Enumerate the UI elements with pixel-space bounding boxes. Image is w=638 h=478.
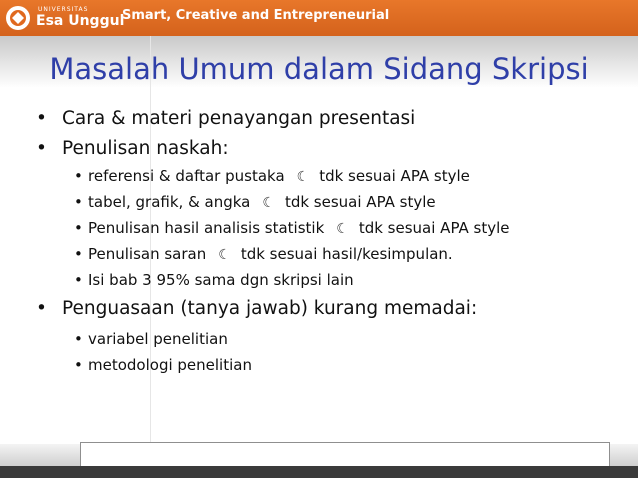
moon-separator-icon: ☾ xyxy=(336,221,349,237)
bullet-suffix-text: tdk sesuai APA style xyxy=(284,193,436,211)
bullet-text: tabel, grafik, & angka xyxy=(88,193,251,211)
bullet-suffix-text: tdk sesuai APA style xyxy=(358,219,510,237)
bullet-icon: • xyxy=(36,108,47,129)
logo-emblem-icon xyxy=(4,4,32,32)
footer-bar xyxy=(0,466,638,478)
bullet-icon: • xyxy=(74,167,83,185)
moon-separator-icon: ☾ xyxy=(262,195,275,211)
bullet-text: Cara & materi penayangan presentasi xyxy=(62,108,416,129)
bullet-text: Penulisan saran xyxy=(88,245,207,263)
bullet-icon: • xyxy=(74,330,83,348)
sub-bullet-item xyxy=(74,167,470,185)
slide-title: Masalah Umum dalam Sidang Skripsi xyxy=(49,52,589,86)
footer-left-block xyxy=(0,444,80,466)
bullet-item xyxy=(36,108,415,129)
sub-bullet-item xyxy=(74,193,436,211)
bullet-icon: • xyxy=(74,271,83,289)
bullet-icon: • xyxy=(36,298,47,319)
logo-name: Esa Unggul xyxy=(36,13,125,29)
bullet-text: referensi & daftar pustaka xyxy=(88,167,285,185)
sub-bullet-item xyxy=(74,330,228,348)
sub-bullet-item xyxy=(74,245,453,263)
sub-bullet-item xyxy=(74,271,354,289)
footer-frame xyxy=(80,442,610,468)
logo-small-text: UNIVERSITAS xyxy=(38,6,89,13)
header-tagline: Smart, Creative and Entrepreneurial xyxy=(122,8,390,23)
bullet-text: metodologi penelitian xyxy=(88,356,252,374)
bullet-icon: • xyxy=(36,138,47,159)
bullet-item xyxy=(36,298,477,319)
bullet-text: variabel penelitian xyxy=(88,330,228,348)
bullet-icon: • xyxy=(74,356,83,374)
bullet-icon: • xyxy=(74,219,83,237)
university-logo xyxy=(4,4,125,32)
footer-right-block xyxy=(608,444,638,466)
header-bar xyxy=(0,0,638,36)
bullet-item xyxy=(36,138,229,159)
bullet-suffix-text: tdk sesuai hasil/kesimpulan. xyxy=(240,245,453,263)
bullet-text: Isi bab 3 95% sama dgn skripsi lain xyxy=(88,271,354,289)
bullet-text: Penulisan naskah: xyxy=(62,138,229,159)
sub-bullet-item xyxy=(74,356,252,374)
bullet-icon: • xyxy=(74,245,83,263)
moon-separator-icon: ☾ xyxy=(296,169,310,185)
bullet-suffix-text: tdk sesuai APA style xyxy=(319,167,470,185)
sub-bullet-item xyxy=(74,219,510,237)
bullet-text: Penulisan hasil analisis statistik xyxy=(88,219,325,237)
moon-separator-icon: ☾ xyxy=(218,247,231,263)
bullet-text: Penguasaan (tanya jawab) kurang memadai: xyxy=(62,298,478,319)
bullet-icon: • xyxy=(74,193,83,211)
